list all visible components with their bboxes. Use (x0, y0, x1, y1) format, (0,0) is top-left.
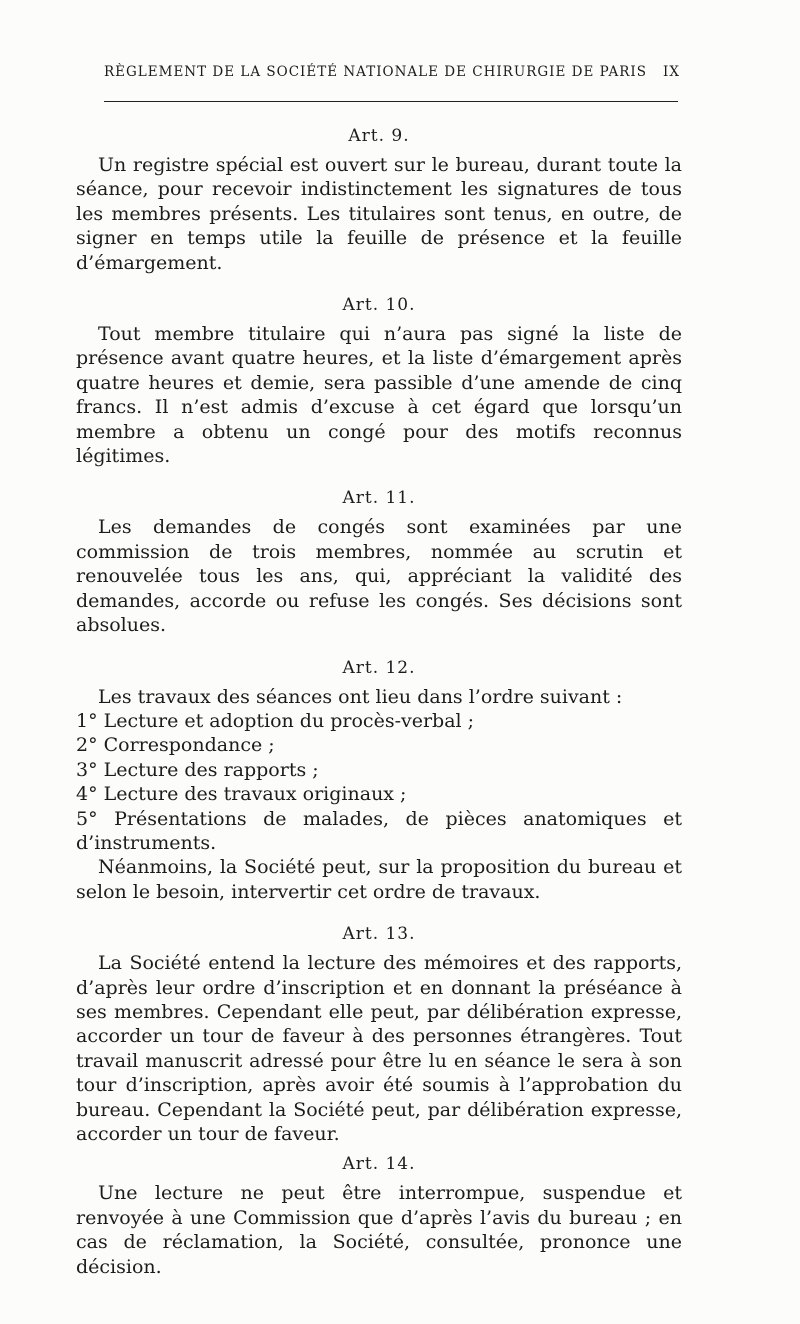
article-13-heading: Art. 13. (342, 924, 416, 945)
article-11-text: Les demandes de congés sont examinées par une commission de trois membres, nommée au scrutin et renouvelée tous les ans, qui, appréciant la validité des demandes, accorde ou refuse les congés. Ses décisions sont absolues. (76, 516, 682, 637)
article-12-item-3: 3° Lecture des rapports ; (76, 758, 319, 781)
article-12-outro: Néanmoins, la Société peut, sur la proposition du bureau et selon le besoin, intervertir cet ordre de travaux. (76, 856, 682, 903)
article-12-intro: Les travaux des séances ont lieu dans l’ordre suivant : (98, 685, 623, 708)
article-14-heading: Art. 14. (342, 1154, 416, 1175)
running-title: RÈGLEMENT DE LA SOCIÉTÉ NATIONALE DE CHIRURGIE DE PARIS (104, 64, 647, 80)
article-12-item-5: 5° Présentations de malades, de pièces anatomiques et d’instruments. (76, 807, 682, 854)
page-number: IX (663, 64, 680, 80)
page-body (76, 120, 682, 1279)
article-10-heading: Art. 10. (342, 295, 416, 316)
article-12-item-2: 2° Correspondance ; (76, 734, 275, 757)
article-12-item-1: 1° Lecture et adoption du procès-verbal ; (76, 709, 475, 732)
article-12-item-4: 4° Lecture des travaux originaux ; (76, 783, 407, 806)
article-13-text: La Société entend la lecture des mémoires et des rapports, d’après leur ordre d’inscription et en donnant la préséance à ses membres. Cependant elle peut, par délibération expresse, accorder un tour de faveur à des personnes étrangères. Tout travail manuscrit adressé pour être lu en séance le sera à son tour d’inscription, après avoir été soumis à l’approbation du bureau. Cependant la Société peut, par délibération expresse, accorder un tour de faveur. (76, 952, 682, 1145)
article-9-heading: Art. 9. (348, 126, 410, 146)
article-10-text: Tout membre titulaire qui n’aura pas signé la liste de présence avant quatre heures, et la liste d’émargement après quatre heures et demie, sera passible d’une amende de cinq francs. Il n’est admis d’excuse à cet égard que lorsqu’un membre a obtenu un congé pour des motifs reconnus légitimes. (76, 323, 682, 468)
article-11-heading: Art. 11. (342, 488, 416, 509)
article-9-text: Un registre spécial est ouvert sur le bureau, durant toute la séance, pour recevoir indistinctement les signatures de tous les membres présents. Les titulaires sont tenus, en outre, de signer en temps utile la feuille de présence et la feuille d’émargement. (76, 154, 682, 274)
running-header (104, 64, 680, 80)
article-12-heading: Art. 12. (342, 657, 416, 678)
article-14-text: Une lecture ne peut être interrompue, suspendue et renvoyée à une Commission que d’après l’avis du bureau ; en cas de réclamation, la Société, consultée, prononce une décision. (76, 1182, 682, 1278)
header-rule (104, 101, 678, 102)
